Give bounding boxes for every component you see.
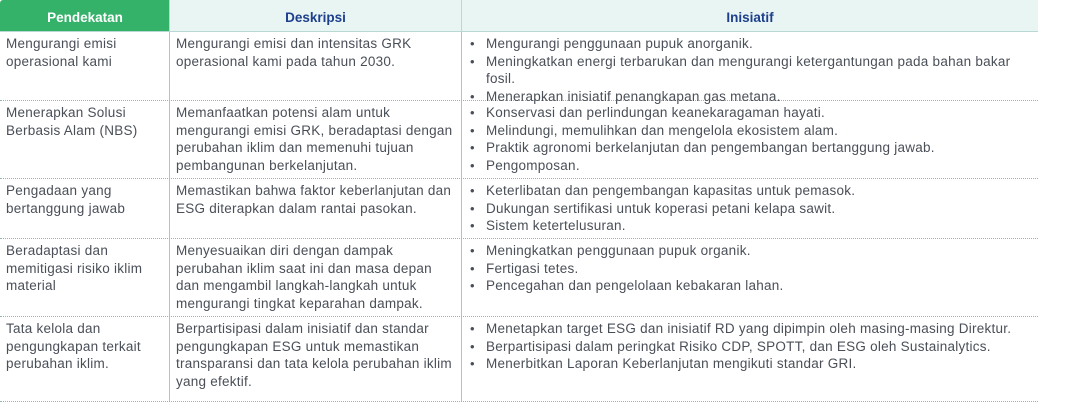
initiatives-cell — [461, 101, 1038, 178]
bullet-icon: • — [470, 157, 475, 173]
initiative-list — [468, 182, 1032, 235]
list-item: • Sistem ketertelusuran. — [470, 218, 626, 233]
bullet-icon: • — [470, 321, 475, 336]
list-item: • Menerapkan inisiatif penangkapan gas metana. — [470, 88, 781, 104]
bullet-icon: • — [470, 36, 475, 51]
description-cell: Menyesuaikan diri dengan dampak perubahan iklim saat ini dan masa depan dan mengambil langkah-langkah untuk mengurangi tingkat keparahan dampak. — [169, 239, 461, 316]
initiative-list — [468, 35, 1032, 105]
list-item: • Menetapkan target ESG dan inisiatif RD yang dipimpin oleh masing-masing Direktur. — [470, 321, 1012, 336]
bullet-icon: • — [470, 218, 475, 233]
initiative-list — [468, 104, 1032, 174]
list-item: • Mengurangi penggunaan pupuk anorganik. — [470, 36, 753, 51]
approach-cell: Tata kelola dan pengungkapan terkait perubahan iklim. — [6, 321, 141, 371]
list-item: • Melindungi, memulihkan dan mengelola ekosistem alam. — [470, 122, 839, 138]
list-item: • Konservasi dan perlindungan keanekaragaman hayati. — [470, 105, 825, 120]
list-item: • Berpartisipasi dalam peringkat Risiko CDP, SPOTT, dan ESG oleh Sustainalytics. — [470, 338, 991, 354]
initiatives-cell — [461, 317, 1038, 401]
bullet-icon: • — [470, 356, 475, 371]
list-item: • Fertigasi tetes. — [470, 260, 579, 276]
list-item: • Keterlibatan dan pengembangan kapasitas untuk pemasok. — [470, 183, 856, 198]
bullet-icon: • — [470, 105, 475, 120]
list-item: • Meningkatkan penggunaan pupuk organik. — [470, 243, 751, 258]
bullet-icon: • — [470, 140, 475, 155]
table-header — [0, 0, 1038, 32]
approach-cell: Beradaptasi dan memitigasi risiko iklim material — [6, 243, 143, 293]
header-initiatives: Inisiatif — [461, 0, 1038, 31]
initiatives-cell — [461, 179, 1038, 238]
approach-cell: Mengurangi emisi operasional kami — [6, 36, 117, 69]
initiative-list — [468, 242, 1032, 295]
description-cell: Memanfaatkan potensi alam untuk mengurangi emisi GRK, beradaptasi dengan perubahan iklim dan memenuhi tujuan pembangunan berkelanjutan. — [169, 101, 461, 178]
description-cell: Mengurangi emisi dan intensitas GRK operasional kami pada tahun 2030. — [169, 32, 461, 100]
description-cell: Memastikan bahwa faktor keberlanjutan dan ESG diterapkan dalam rantai pasokan. — [169, 179, 461, 238]
bullet-icon: • — [470, 260, 475, 276]
header-approach: Pendekatan — [0, 0, 169, 31]
initiative-list — [468, 320, 1032, 373]
bullet-icon: • — [470, 183, 475, 198]
description-cell: Berpartisipasi dalam inisiatif dan standar pengungkapan ESG untuk memastikan transparansi dan tata kelola perubahan iklim yang efektif. — [169, 317, 461, 401]
header-description: Deskripsi — [169, 0, 461, 31]
bullet-icon: • — [470, 200, 475, 216]
list-item: • Praktik agronomi berkelanjutan dan pengembangan bertanggung jawab. — [470, 140, 935, 155]
table-row — [0, 101, 1038, 179]
initiatives-cell — [461, 32, 1038, 104]
bullet-icon: • — [470, 278, 475, 293]
list-item: • Menerbitkan Laporan Keberlanjutan mengikuti standar GRI. — [470, 356, 857, 371]
bullet-icon: • — [470, 122, 475, 138]
table-row — [0, 239, 1038, 317]
bullet-icon: • — [470, 88, 475, 104]
initiatives-cell — [461, 239, 1038, 316]
list-item: • Dukungan sertifikasi untuk koperasi petani kelapa sawit. — [470, 200, 836, 216]
list-item: • Meningkatkan energi terbarukan dan mengurangi ketergantungan pada bahan bakar fosil. — [470, 53, 1011, 86]
bullet-icon: • — [470, 53, 475, 69]
bullet-icon: • — [470, 338, 475, 354]
table-row — [0, 317, 1038, 402]
table-row — [0, 179, 1038, 239]
list-item: • Pengomposan. — [470, 157, 580, 173]
table-row — [0, 32, 1038, 104]
list-item: • Pencegahan dan pengelolaan kebakaran lahan. — [470, 278, 784, 293]
bullet-icon: • — [470, 243, 475, 258]
approach-cell: Menerapkan Solusi Berbasis Alam (NBS) — [6, 105, 138, 138]
approach-cell: Pengadaan yang bertanggung jawab — [6, 183, 126, 216]
